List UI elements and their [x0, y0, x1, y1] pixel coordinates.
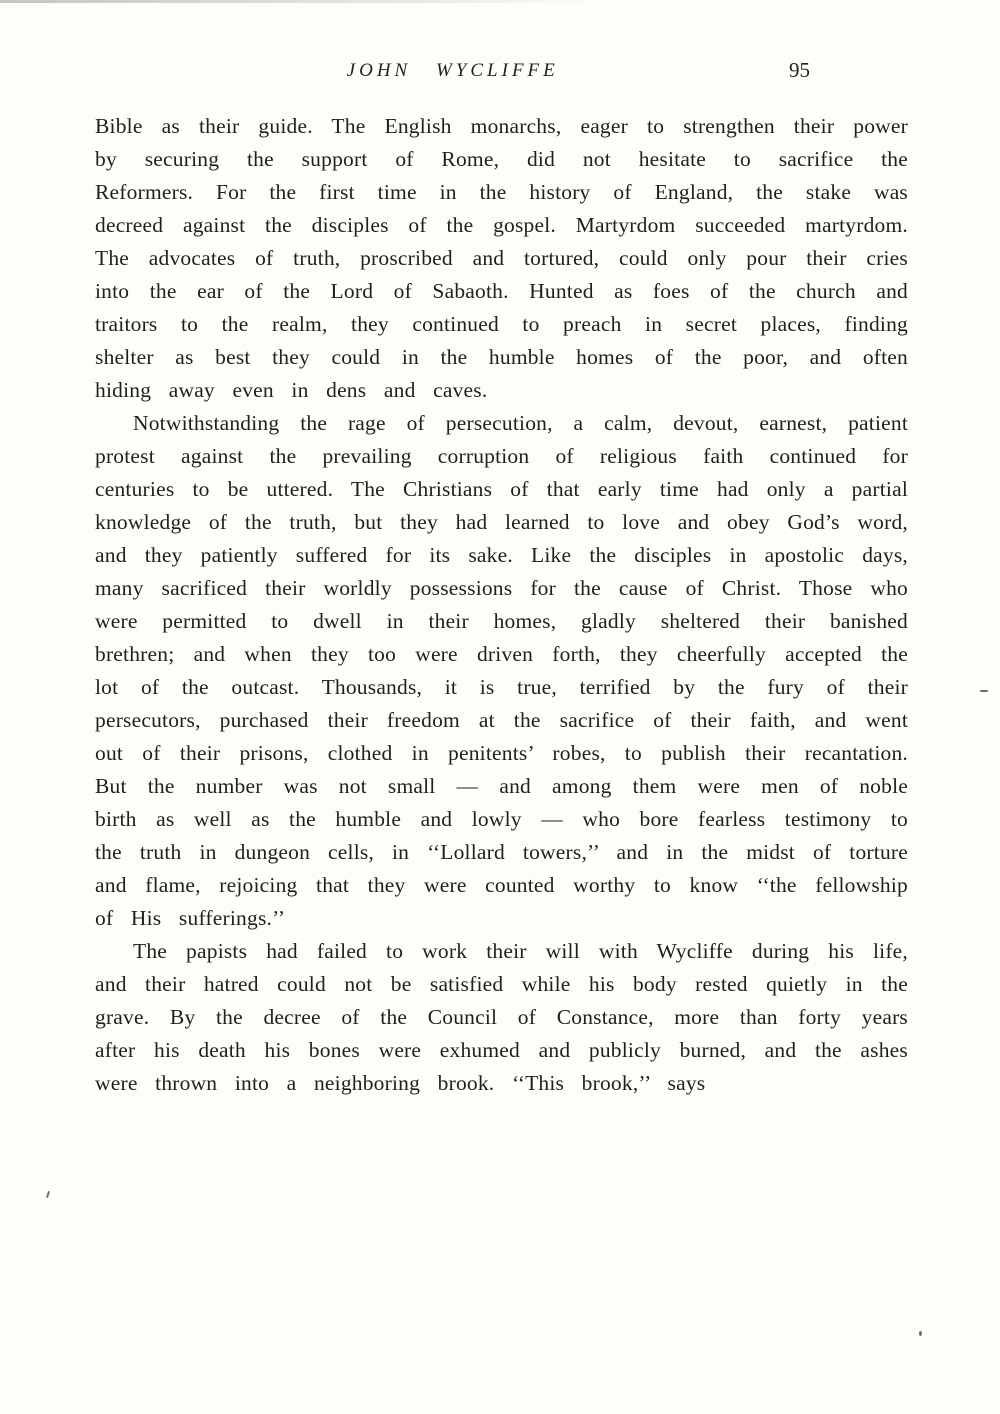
scan-artifact	[46, 1191, 50, 1198]
paragraph: Bible as their guide. The English monarchs, eager to strengthen their power by securing the support of Rome, did not hesitate to sacrifice the Reformers. For the first time in the history of England, the stake was decreed against the disciples of the gospel. Martyrdom succeeded martyrdom. The advocates of truth, proscribed and tortured, could only pour their cries into the ear of the Lord of Sabaoth. Hunted as foes of the church and traitors to the realm, they continued to preach in secret places, finding shelter as best they could in the humble homes of the poor, and often hiding away even in dens and caves.	[95, 114, 908, 402]
paragraph: The papists had failed to work their will with Wycliffe during his life, and their hatred could not be satisfied while his body rested quietly in the grave. By the decree of the Council of Constance, more than forty years after his death his bones were exhumed and publicly burned, and the ashes were thrown into a neighboring brook. ‘‘This brook,’’ says	[95, 939, 908, 1095]
running-header-title: JOHN WYCLIFFE	[346, 60, 559, 81]
scan-edge-shadow	[0, 0, 600, 3]
paragraph: Notwithstanding the rage of persecution, a calm, devout, earnest, patient protest against the prevailing corruption of religious faith continued for centuries to be uttered. The Christians of that early time had only a partial knowledge of the truth, but they had learned to love and obey God’s word, and they patiently suffered for its sake. Like the disciples in apostolic days, many sacrificed their worldly possessions for the cause of Christ. Those who were permitted to dwell in their homes, gladly sheltered their banished brethren; and when they too were driven forth, they cheerfully accepted the lot of the outcast. Thousands, it is true, terrified by the fury of their persecutors, purchased their freedom at the sacrifice of their faith, and went out of their prisons, clothed in penitents’ robes, to publish their recantation. But the number was not small — and among them were men of noble birth as well as the humble and lowly — who bore fearless testimony to the truth in dungeon cells, in ‘‘Lollard towers,’’ and in the midst of torture and flame, rejoicing that they were counted worthy to know ‘‘the fellowship of His sufferings.’’	[95, 411, 908, 930]
body-text	[95, 110, 908, 1100]
page-number: 95	[789, 58, 810, 82]
scan-artifact	[919, 1331, 922, 1336]
running-header	[95, 60, 908, 88]
scan-artifact	[980, 690, 988, 692]
